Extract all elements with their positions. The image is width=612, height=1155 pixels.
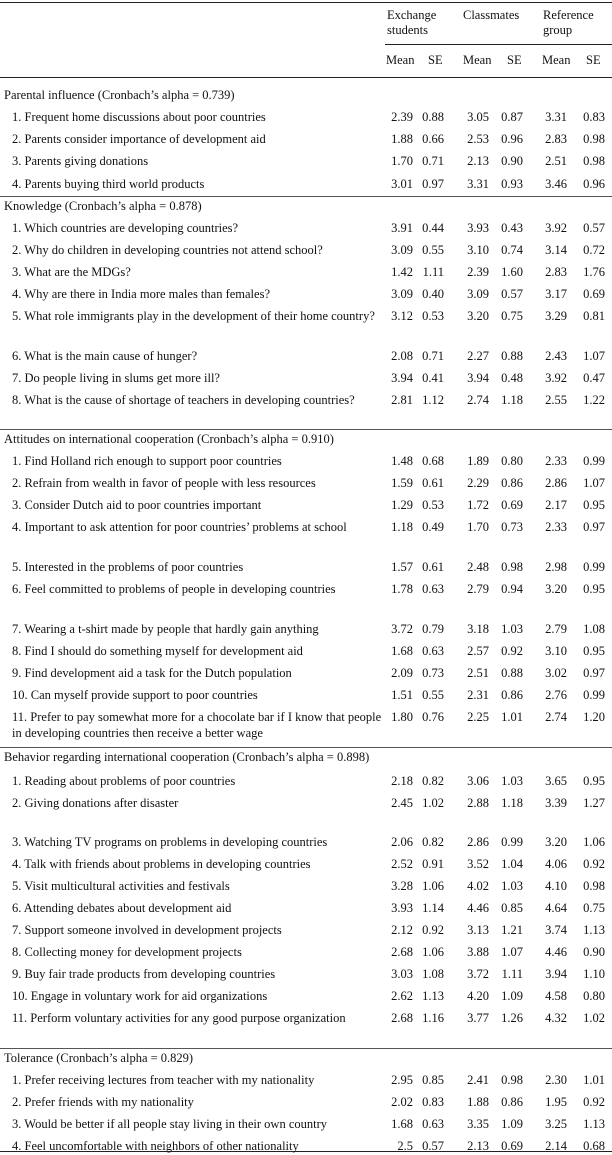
cell-exchange-se: 0.40: [422, 287, 444, 301]
cell-classmates-se: 0.57: [501, 287, 523, 301]
cell-classmates-mean: 2.31: [467, 688, 489, 702]
cell-classmates-se: 0.73: [501, 520, 523, 534]
cell-classmates-se: 0.86: [501, 476, 523, 490]
cell-reference-mean: 3.10: [545, 644, 567, 658]
cell-exchange-se: 0.85: [422, 1073, 444, 1087]
cell-reference-mean: 3.92: [545, 221, 567, 235]
cell-exchange-se: 1.12: [422, 393, 444, 407]
cell-reference-mean: 2.33: [545, 520, 567, 534]
cell-exchange-mean: 2.68: [391, 1011, 413, 1025]
cell-classmates-se: 1.09: [501, 989, 523, 1003]
cell-classmates-se: 0.86: [501, 1095, 523, 1109]
item-label: 5. Visit multicultural activities and festivals: [12, 879, 230, 893]
cell-classmates-se: 0.88: [501, 666, 523, 680]
cell-classmates-se: 1.03: [501, 622, 523, 636]
cell-reference-se: 1.06: [583, 835, 605, 849]
cell-reference-mean: 3.39: [545, 796, 567, 810]
cell-classmates-mean: 2.48: [467, 560, 489, 574]
cell-classmates-se: 1.26: [501, 1011, 523, 1025]
cell-reference-se: 1.10: [583, 967, 605, 981]
cell-exchange-mean: 1.59: [391, 476, 413, 490]
cell-reference-mean: 2.30: [545, 1073, 567, 1087]
cell-reference-mean: 4.64: [545, 901, 567, 915]
item-label: 5. Interested in the problems of poor countries: [12, 560, 244, 574]
cell-classmates-mean: 2.86: [467, 835, 489, 849]
cell-classmates-mean: 3.20: [467, 309, 489, 323]
item-label: 8. What is the cause of shortage of teachers in developing countries?: [12, 393, 355, 407]
cell-reference-se: 0.97: [583, 666, 605, 680]
section-divider: [0, 1048, 612, 1049]
cell-reference-se: 0.80: [583, 989, 605, 1003]
cell-exchange-mean: 2.06: [391, 835, 413, 849]
cell-exchange-se: 1.06: [422, 879, 444, 893]
cell-reference-se: 1.13: [583, 923, 605, 937]
cell-reference-mean: 3.20: [545, 835, 567, 849]
cell-classmates-se: 0.43: [501, 221, 523, 235]
cell-reference-mean: 3.29: [545, 309, 567, 323]
cell-reference-se: 0.81: [583, 309, 605, 323]
cell-exchange-se: 0.92: [422, 923, 444, 937]
cell-exchange-mean: 3.94: [391, 371, 413, 385]
cell-classmates-mean: 3.88: [467, 945, 489, 959]
cell-classmates-se: 1.09: [501, 1117, 523, 1131]
cell-reference-mean: 3.17: [545, 287, 567, 301]
cell-exchange-se: 0.83: [422, 1095, 444, 1109]
cell-exchange-se: 0.63: [422, 582, 444, 596]
cell-exchange-se: 0.71: [422, 349, 444, 363]
cell-classmates-mean: 2.74: [467, 393, 489, 407]
cell-classmates-mean: 2.79: [467, 582, 489, 596]
cell-reference-mean: 3.02: [545, 666, 567, 680]
cell-reference-se: 0.95: [583, 774, 605, 788]
cell-classmates-se: 0.90: [501, 154, 523, 168]
header-exchange-line1: Exchange: [387, 8, 437, 22]
header-mid-rule: [385, 44, 612, 45]
cell-exchange-se: 1.13: [422, 989, 444, 1003]
cell-reference-se: 0.97: [583, 520, 605, 534]
cell-classmates-se: 1.03: [501, 774, 523, 788]
cell-classmates-se: 0.75: [501, 309, 523, 323]
cell-reference-se: 0.92: [583, 857, 605, 871]
cell-classmates-mean: 3.94: [467, 371, 489, 385]
cell-reference-se: 0.95: [583, 582, 605, 596]
cell-reference-se: 0.98: [583, 879, 605, 893]
item-label: 3. Watching TV programs on problems in developing countries: [12, 835, 328, 849]
cell-exchange-mean: 2.45: [391, 796, 413, 810]
cell-classmates-se: 0.98: [501, 560, 523, 574]
cell-classmates-se: 0.93: [501, 177, 523, 191]
cell-classmates-mean: 3.52: [467, 857, 489, 871]
cell-exchange-se: 0.49: [422, 520, 444, 534]
cell-classmates-mean: 4.02: [467, 879, 489, 893]
cell-reference-se: 1.07: [583, 349, 605, 363]
cell-reference-se: 0.75: [583, 901, 605, 915]
cell-classmates-mean: 2.53: [467, 132, 489, 146]
cell-classmates-mean: 3.93: [467, 221, 489, 235]
item-label: 2. Prefer friends with my nationality: [12, 1095, 194, 1109]
cell-classmates-se: 0.86: [501, 688, 523, 702]
cell-reference-mean: 2.86: [545, 476, 567, 490]
cell-reference-mean: 4.46: [545, 945, 567, 959]
item-label: 7. Support someone involved in development projects: [12, 923, 282, 937]
item-label: 2. Why do children in developing countries not attend school?: [12, 243, 323, 257]
cell-exchange-se: 0.53: [422, 309, 444, 323]
cell-reference-se: 0.90: [583, 945, 605, 959]
item-label: 2. Giving donations after disaster: [12, 796, 179, 810]
cell-exchange-mean: 1.48: [391, 454, 413, 468]
cell-reference-mean: 2.17: [545, 498, 567, 512]
cell-exchange-mean: 3.28: [391, 879, 413, 893]
cell-exchange-mean: 2.39: [391, 110, 413, 124]
cell-classmates-mean: 3.05: [467, 110, 489, 124]
item-label: 7. Do people living in slums get more ill?: [12, 371, 220, 385]
cell-reference-mean: 2.79: [545, 622, 567, 636]
cell-reference-se: 0.47: [583, 371, 605, 385]
cell-classmates-se: 0.92: [501, 644, 523, 658]
cell-reference-mean: 4.58: [545, 989, 567, 1003]
cell-exchange-se: 0.55: [422, 688, 444, 702]
cell-reference-se: 0.83: [583, 110, 605, 124]
item-label: 7. Wearing a t-shirt made by people that hardly gain anything: [12, 622, 319, 636]
item-label: 10. Engage in voluntary work for aid organizations: [12, 989, 268, 1003]
cell-classmates-mean: 3.72: [467, 967, 489, 981]
cell-exchange-mean: 2.08: [391, 349, 413, 363]
header-classmates: Classmates: [463, 8, 520, 22]
item-label: 11. Perform voluntary activities for any good purpose organization: [12, 1011, 346, 1025]
cell-classmates-se: 1.03: [501, 879, 523, 893]
section-title: Behavior regarding international cooperation (Cronbach’s alpha = 0.898): [4, 750, 370, 764]
cell-exchange-mean: 3.93: [391, 901, 413, 915]
bottom-rule: [0, 1151, 612, 1152]
cell-exchange-mean: 3.09: [391, 243, 413, 257]
cell-reference-mean: 2.83: [545, 132, 567, 146]
cell-classmates-se: 0.80: [501, 454, 523, 468]
cell-reference-se: 0.57: [583, 221, 605, 235]
cell-exchange-mean: 2.52: [391, 857, 413, 871]
cell-exchange-mean: 1.70: [391, 154, 413, 168]
cell-reference-se: 0.98: [583, 154, 605, 168]
cell-exchange-mean: 1.51: [391, 688, 413, 702]
cell-classmates-se: 0.69: [501, 1139, 523, 1153]
cell-reference-se: 1.22: [583, 393, 605, 407]
item-label: 11. Prefer to pay somewhat more for a chocolate bar if I know that people in developing countries then receive a better wage: [12, 710, 382, 740]
cell-exchange-mean: 2.09: [391, 666, 413, 680]
cell-classmates-mean: 3.35: [467, 1117, 489, 1131]
header-reference-line2: group: [543, 23, 573, 37]
cell-reference-se: 1.07: [583, 476, 605, 490]
cell-exchange-se: 0.63: [422, 644, 444, 658]
cell-classmates-se: 1.18: [501, 796, 523, 810]
item-label: 6. What is the main cause of hunger?: [12, 349, 198, 363]
cell-exchange-se: 0.44: [422, 221, 444, 235]
cell-classmates-se: 1.18: [501, 393, 523, 407]
item-label: 4. Talk with friends about problems in developing countries: [12, 857, 311, 871]
item-label: 4. Feel uncomfortable with neighbors of other nationality: [12, 1139, 299, 1153]
item-label: 1. Reading about problems of poor countries: [12, 774, 236, 788]
cell-reference-mean: 3.31: [545, 110, 567, 124]
cell-exchange-mean: 1.78: [391, 582, 413, 596]
item-label: 2. Refrain from wealth in favor of people with less resources: [12, 476, 316, 490]
section-divider: [0, 196, 612, 197]
cell-exchange-se: 0.91: [422, 857, 444, 871]
cell-exchange-mean: 3.01: [391, 177, 413, 191]
cell-reference-mean: 2.51: [545, 154, 567, 168]
section-title: Parental influence (Cronbach’s alpha = 0.739): [4, 88, 235, 102]
top-rule: [0, 2, 612, 3]
cell-classmates-mean: 2.13: [467, 154, 489, 168]
cell-reference-se: 0.69: [583, 287, 605, 301]
cell-reference-mean: 3.92: [545, 371, 567, 385]
cell-reference-se: 0.96: [583, 177, 605, 191]
cell-reference-mean: 3.74: [545, 923, 567, 937]
cell-classmates-se: 1.01: [501, 710, 523, 724]
cell-classmates-se: 1.60: [501, 265, 523, 279]
cell-reference-mean: 4.10: [545, 879, 567, 893]
cell-exchange-mean: 1.68: [391, 644, 413, 658]
cell-classmates-mean: 2.13: [467, 1139, 489, 1153]
cell-exchange-mean: 1.88: [391, 132, 413, 146]
item-label: 2. Parents consider importance of development aid: [12, 132, 266, 146]
cell-reference-se: 0.99: [583, 688, 605, 702]
cell-reference-mean: 3.25: [545, 1117, 567, 1131]
cell-exchange-se: 0.53: [422, 498, 444, 512]
item-label: 4. Parents buying third world products: [12, 177, 205, 191]
cell-reference-se: 0.72: [583, 243, 605, 257]
cell-exchange-mean: 2.12: [391, 923, 413, 937]
cell-exchange-se: 1.14: [422, 901, 444, 915]
cell-classmates-se: 0.98: [501, 1073, 523, 1087]
cell-reference-se: 0.99: [583, 454, 605, 468]
cell-exchange-se: 0.66: [422, 132, 444, 146]
cell-reference-mean: 4.32: [545, 1011, 567, 1025]
item-label: 9. Buy fair trade products from developing countries: [12, 967, 276, 981]
cell-reference-mean: 3.14: [545, 243, 567, 257]
subheader-se-classmates: SE: [507, 53, 522, 67]
cell-exchange-se: 0.82: [422, 835, 444, 849]
cell-exchange-se: 1.08: [422, 967, 444, 981]
cell-classmates-se: 0.94: [501, 582, 523, 596]
cell-reference-mean: 2.98: [545, 560, 567, 574]
cell-classmates-se: 0.48: [501, 371, 523, 385]
cell-exchange-mean: 3.03: [391, 967, 413, 981]
cell-classmates-mean: 3.13: [467, 923, 489, 937]
header-reference-line1: Reference: [543, 8, 594, 22]
cell-exchange-se: 0.57: [422, 1139, 444, 1153]
cell-exchange-se: 0.88: [422, 110, 444, 124]
section-title: Tolerance (Cronbach’s alpha = 0.829): [4, 1051, 194, 1065]
section-title: Attitudes on international cooperation (Cronbach’s alpha = 0.910): [4, 432, 334, 446]
subheader-mean-reference: Mean: [542, 53, 571, 67]
cell-exchange-se: 0.61: [422, 476, 444, 490]
cell-reference-se: 1.01: [583, 1073, 605, 1087]
cell-classmates-mean: 2.51: [467, 666, 489, 680]
cell-exchange-se: 0.73: [422, 666, 444, 680]
cell-reference-mean: 3.94: [545, 967, 567, 981]
item-label: 9. Find development aid a task for the Dutch population: [12, 666, 292, 680]
item-label: 3. What are the MDGs?: [12, 265, 131, 279]
item-label: 10. Can myself provide support to poor countries: [12, 688, 258, 702]
cell-classmates-se: 0.96: [501, 132, 523, 146]
header-exchange-line2: students: [387, 23, 428, 37]
cell-classmates-mean: 2.57: [467, 644, 489, 658]
cell-classmates-se: 0.99: [501, 835, 523, 849]
cell-exchange-se: 0.76: [422, 710, 444, 724]
cell-reference-se: 1.20: [583, 710, 605, 724]
cell-exchange-mean: 2.62: [391, 989, 413, 1003]
item-label: 3. Parents giving donations: [12, 154, 149, 168]
cell-classmates-mean: 3.06: [467, 774, 489, 788]
cell-classmates-mean: 3.31: [467, 177, 489, 191]
cell-classmates-mean: 4.20: [467, 989, 489, 1003]
cell-exchange-se: 1.02: [422, 796, 444, 810]
cell-classmates-se: 0.87: [501, 110, 523, 124]
cell-reference-se: 0.95: [583, 644, 605, 658]
cell-exchange-mean: 1.57: [391, 560, 413, 574]
cell-classmates-mean: 2.88: [467, 796, 489, 810]
cell-classmates-mean: 1.88: [467, 1095, 489, 1109]
cell-reference-mean: 2.74: [545, 710, 567, 724]
cell-exchange-se: 0.82: [422, 774, 444, 788]
cell-reference-se: 0.95: [583, 498, 605, 512]
cell-classmates-mean: 3.18: [467, 622, 489, 636]
item-label: 5. What role immigrants play in the development of their home country?: [12, 309, 375, 323]
cell-reference-se: 0.92: [583, 1095, 605, 1109]
item-label: 6. Attending debates about development aid: [12, 901, 232, 915]
cell-classmates-mean: 3.09: [467, 287, 489, 301]
cell-exchange-mean: 1.42: [391, 265, 413, 279]
cell-classmates-se: 0.69: [501, 498, 523, 512]
cell-classmates-mean: 2.25: [467, 710, 489, 724]
cell-reference-se: 0.99: [583, 560, 605, 574]
subheader-se-reference: SE: [586, 53, 601, 67]
cell-classmates-mean: 2.39: [467, 265, 489, 279]
item-label: 4. Important to ask attention for poor countries’ problems at school: [12, 520, 347, 534]
cell-classmates-se: 0.85: [501, 901, 523, 915]
cell-reference-se: 1.08: [583, 622, 605, 636]
cell-classmates-mean: 3.77: [467, 1011, 489, 1025]
cell-reference-se: 1.27: [583, 796, 605, 810]
cell-exchange-se: 1.06: [422, 945, 444, 959]
item-label: 3. Would be better if all people stay living in their own country: [12, 1117, 328, 1131]
cell-exchange-mean: 2.02: [391, 1095, 413, 1109]
cell-exchange-se: 0.68: [422, 454, 444, 468]
cell-reference-mean: 3.46: [545, 177, 567, 191]
cell-exchange-se: 0.63: [422, 1117, 444, 1131]
item-label: 8. Collecting money for development projects: [12, 945, 242, 959]
cell-reference-se: 0.68: [583, 1139, 605, 1153]
subheader-se-exchange: SE: [428, 53, 443, 67]
cell-classmates-mean: 1.72: [467, 498, 489, 512]
cell-classmates-se: 1.11: [501, 967, 523, 981]
cell-classmates-se: 1.07: [501, 945, 523, 959]
cell-exchange-se: 1.11: [422, 265, 444, 279]
cell-classmates-mean: 3.10: [467, 243, 489, 257]
cell-reference-mean: 2.55: [545, 393, 567, 407]
cell-classmates-mean: 2.29: [467, 476, 489, 490]
section-title: Knowledge (Cronbach’s alpha = 0.878): [4, 199, 202, 213]
cell-reference-mean: 2.33: [545, 454, 567, 468]
section-divider: [0, 429, 612, 430]
section-divider: [0, 747, 612, 748]
cell-exchange-mean: 3.12: [391, 309, 413, 323]
cell-reference-mean: 2.14: [545, 1139, 567, 1153]
cell-classmates-se: 0.74: [501, 243, 523, 257]
item-label: 4. Why are there in India more males than females?: [12, 287, 270, 301]
cell-exchange-mean: 2.81: [391, 393, 413, 407]
item-label: 1. Which countries are developing countries?: [12, 221, 239, 235]
cell-reference-mean: 2.43: [545, 349, 567, 363]
cell-exchange-mean: 3.72: [391, 622, 413, 636]
item-label: 1. Find Holland rich enough to support poor countries: [12, 454, 282, 468]
cell-reference-se: 1.13: [583, 1117, 605, 1131]
subheader-mean-exchange: Mean: [386, 53, 415, 67]
cell-exchange-se: 0.61: [422, 560, 444, 574]
cell-reference-mean: 3.20: [545, 582, 567, 596]
item-label: 1. Prefer receiving lectures from teacher with my nationality: [12, 1073, 315, 1087]
cell-classmates-se: 1.21: [501, 923, 523, 937]
cell-classmates-se: 1.04: [501, 857, 523, 871]
cell-exchange-mean: 1.80: [391, 710, 413, 724]
cell-reference-se: 0.98: [583, 132, 605, 146]
cell-exchange-se: 0.55: [422, 243, 444, 257]
cell-classmates-mean: 4.46: [467, 901, 489, 915]
cell-classmates-mean: 1.89: [467, 454, 489, 468]
cell-reference-mean: 4.06: [545, 857, 567, 871]
cell-exchange-se: 0.41: [422, 371, 444, 385]
cell-classmates-mean: 2.27: [467, 349, 489, 363]
cell-exchange-se: 0.71: [422, 154, 444, 168]
item-label: 6. Feel committed to problems of people in developing countries: [12, 582, 336, 596]
cell-exchange-se: 1.16: [422, 1011, 444, 1025]
cell-exchange-se: 0.79: [422, 622, 444, 636]
cell-reference-mean: 1.95: [545, 1095, 567, 1109]
item-label: 1. Frequent home discussions about poor countries: [12, 110, 266, 124]
cell-exchange-mean: 1.29: [391, 498, 413, 512]
cell-reference-mean: 2.76: [545, 688, 567, 702]
cell-reference-mean: 2.83: [545, 265, 567, 279]
cell-reference-se: 1.02: [583, 1011, 605, 1025]
cell-exchange-mean: 2.5: [397, 1139, 413, 1153]
item-label: 3. Consider Dutch aid to poor countries important: [12, 498, 262, 512]
cell-exchange-mean: 2.18: [391, 774, 413, 788]
cell-exchange-mean: 1.68: [391, 1117, 413, 1131]
cell-reference-mean: 3.65: [545, 774, 567, 788]
cell-classmates-mean: 2.41: [467, 1073, 489, 1087]
cell-exchange-mean: 3.91: [391, 221, 413, 235]
item-label: 8. Find I should do something myself for development aid: [12, 644, 303, 658]
cell-exchange-mean: 1.18: [391, 520, 413, 534]
header-bottom-rule: [0, 77, 612, 78]
subheader-mean-classmates: Mean: [463, 53, 492, 67]
cell-classmates-se: 0.88: [501, 349, 523, 363]
cell-classmates-mean: 1.70: [467, 520, 489, 534]
cell-reference-se: 1.76: [583, 265, 605, 279]
cell-exchange-mean: 2.68: [391, 945, 413, 959]
cell-exchange-mean: 2.95: [391, 1073, 413, 1087]
cell-exchange-se: 0.97: [422, 177, 444, 191]
cell-exchange-mean: 3.09: [391, 287, 413, 301]
